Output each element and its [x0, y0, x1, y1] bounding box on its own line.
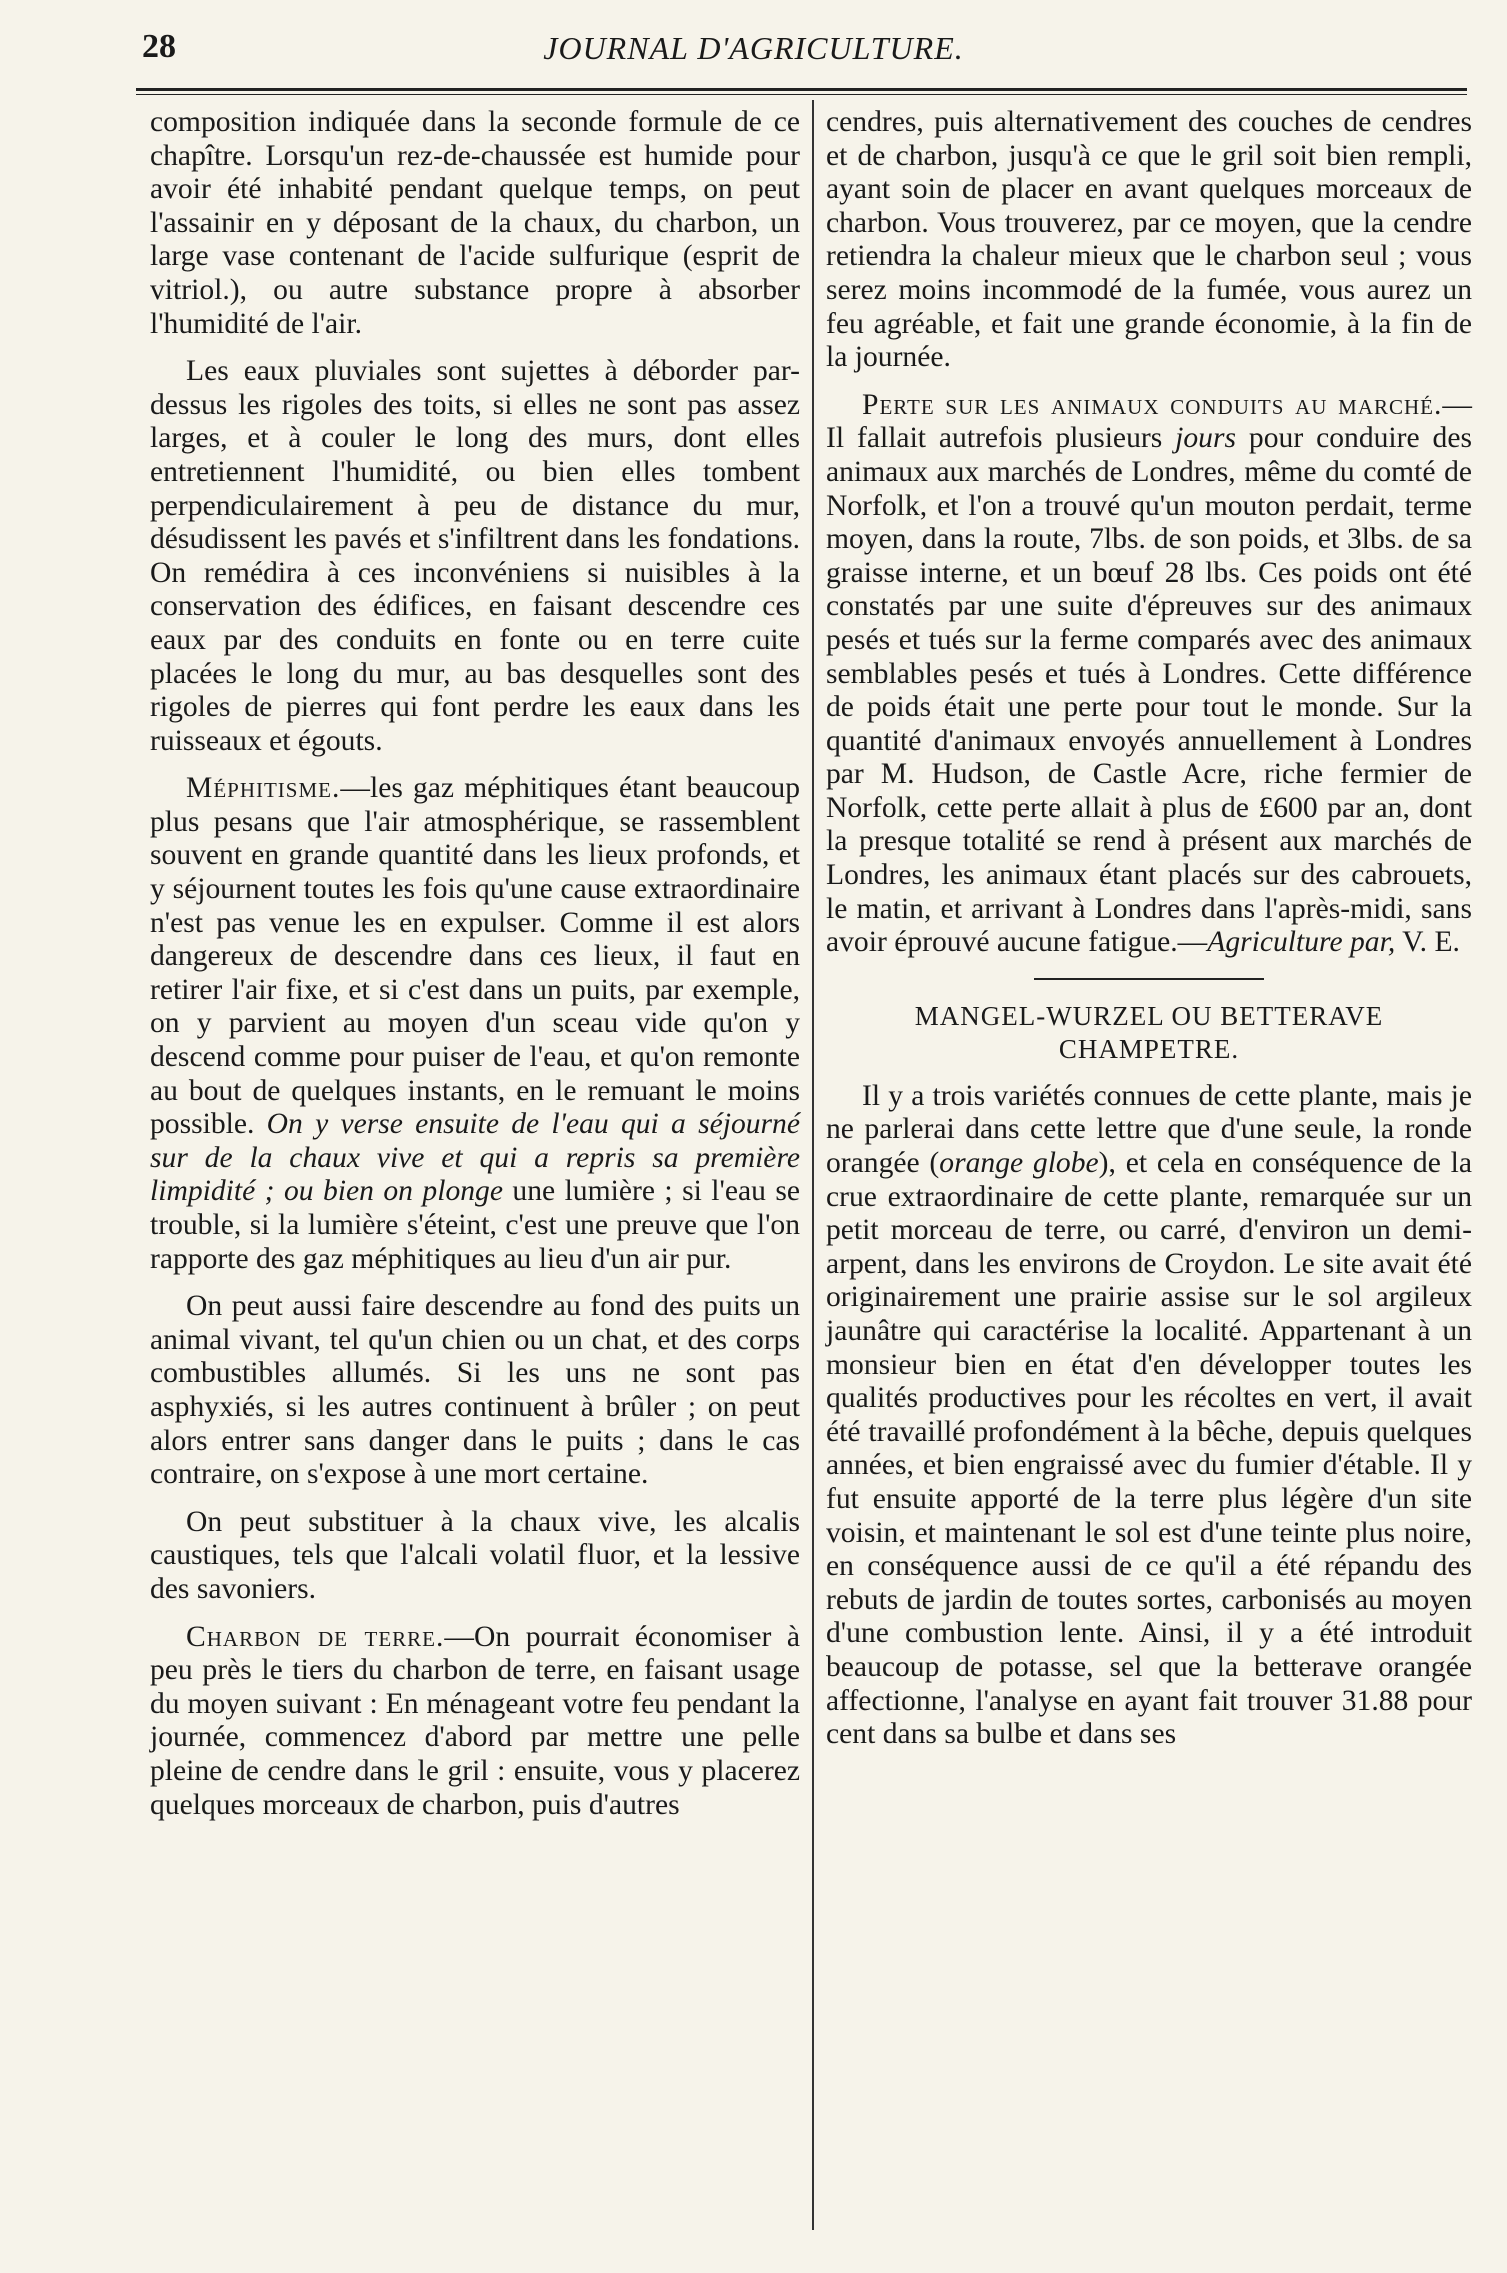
paragraph: Charbon de terre.—On pourrait économiser à peu près le tiers du charbon de terre, en faisant usage du moyen suivant : En ménageant votre feu pendant la journée, commencez d'abord par mettre une pelle pleine de cendre dans le gril : ensuite, vous y placerez quelques morceaux de charbon, puis d'autres: [150, 1620, 800, 1821]
header-rule: [136, 88, 1467, 95]
section-title: MANGEL-WURZEL OU BETTERAVE CHAMPETRE.: [914, 1000, 1384, 1064]
column-divider: [812, 100, 814, 2230]
left-column: [150, 106, 800, 1836]
paragraph: Perte sur les animaux conduits au marché.—Il fallait autrefois plusieurs jours pour conduire des animaux aux marchés de Londres, même du comté de Norfolk, et l'on a trouvé qu'un mouton perdait, terme moyen, dans la route, 7lbs. de son poids, et 3lbs. de sa graisse interne, et un bœuf 28 lbs. Ces poids ont été constatés par une suite d'épreuves sur des animaux pesés et tués sur la ferme comparés avec des animaux semblables pesés et tués à Londres. Cette différence de poids était une perte pour tout le monde. Sur la quantité d'animaux envoyés annuellement à Londres par M. Hudson, de Castle Acre, riche fermier de Norfolk, cette perte allait à plus de £600 par an, dont la presque totalité se rend à présent aux marchés de Londres, les animaux étant placés sur des cabrouets, le matin, et arrivant à Londres dans l'après-midi, sans avoir éprouvé aucune fatigue.—Agriculture par, V. E.: [826, 388, 1472, 959]
section-lead: Perte sur les animaux conduits au marché.: [862, 388, 1443, 421]
paragraph: composition indiquée dans la seconde formule de ce chapître. Lorsqu'un rez-de-chaussée est humide pour avoir été inhabité pendant quelque temps, on peut l'assainir en y déposant de la chaux, du charbon, un large vase contenant de l'acide sulfurique (esprit de vitriol.), ou autre substance propre à absorber l'humidité de l'air.: [150, 106, 800, 340]
paragraph: Les eaux pluviales sont sujettes à déborder par-dessus les rigoles des toits, si elles ne sont pas assez larges, et à couler le long des murs, dont elles entretiennent l'humidité, ou bien elles tombent perpendiculairement à peu de distance du mur, désudissent les pavés et s'infiltrent dans les fondations. On remédira à ces inconvéniens si nuisibles à la conservation des édifices, en faisant descendre ces eaux par des conduits en fonte ou en terre cuite placées le long du mur, au bas desquelles sont des rigoles de pierres qui font perdre les eaux dans les ruisseaux et égouts.: [150, 355, 800, 757]
section-lead: Méphitisme.: [186, 772, 341, 805]
section-rule: [1034, 978, 1264, 980]
paragraph: Il y a trois variétés connues de cette plante, mais je ne parlerai dans cette lettre que d'une seule, la ronde orangée (orange globe), et cela en conséquence de la crue extraordinaire de cette plante, remarquée sur un petit morceau de terre, ou carré, d'environ un demi-arpent, dans les environs de Croydon. Le site avait été originairement une prairie assise sur le sol argileux jaunâtre qui caractérise la localité. Appartenant à un monsieur bien en état d'en développer toutes les qualités productives pour les récoltes en vert, il avait été travaillé profondément à la bêche, depuis quelques années, et bien engraissé avec du fumier d'étable. Il y fut ensuite apporté de la terre plus légère d'un site voisin, et maintenant le sol est d'une teinte plus noire, en conséquence aussi de ce qu'il a été répandu des rebuts de jardin de toutes sortes, carbonisés au moyen d'une combustion lente. Ainsi, il y a été introduit beaucoup de potasse, sel que la betterave orangée affectionne, l'analyse en ayant fait trouver 31.88 pour cent dans sa bulbe et dans ses: [826, 1079, 1472, 1751]
right-column: [826, 106, 1472, 1766]
paragraph: On peut aussi faire descendre au fond des puits un animal vivant, tel qu'un chien ou un chat, et des corps combustibles allumés. Si les uns ne sont pas asphyxiés, si les autres continuent à brûler ; on peut alors entrer sans danger dans le puits ; dans le cas contraire, on s'expose à une mort certaine.: [150, 1290, 800, 1491]
source-citation: Agriculture par,: [1207, 926, 1396, 959]
running-head: JOURNAL D'AGRICULTURE.: [543, 30, 964, 66]
section-lead: Charbon de terre.: [186, 1620, 445, 1653]
page-number: 28: [142, 28, 176, 65]
signature: V. E.: [1395, 926, 1460, 959]
paragraph: Méphitisme.—les gaz méphitiques étant beaucoup plus pesans que l'air atmosphérique, se rassemblent souvent en grande quantité dans les lieux profonds, et y séjournent toutes les fois qu'une cause extraordinaire n'est pas venue les en expulser. Comme il est alors dangereux de descendre dans ces lieux, il faut en retirer l'air fixe, et si c'est dans un puits, par exemple, on y parvient au moyen d'un sceau vide qu'on y descend comme pour puiser de l'eau, et qu'on remonte au bout de quelques instants, en le remuant le moins possible. On y verse ensuite de l'eau qui a séjourné sur de la chaux vive et qui a repris sa première limpidité ; ou bien on plonge une lumière ; si l'eau se trouble, si la lumière s'éteint, c'est une preuve que l'on rapporte des gaz méphitiques au lieu d'un air pur.: [150, 772, 800, 1275]
paragraph: On peut substituer à la chaux vive, les alcalis caustiques, tels que l'alcali volatil fluor, et la lessive des savoniers.: [150, 1505, 800, 1605]
paragraph: cendres, puis alternativement des couches de cendres et de charbon, jusqu'à ce que le gril soit bien rempli, ayant soin de placer en avant quelques morceaux de charbon. Vous trouverez, par ce moyen, que la cendre retiendra la chaleur mieux que le charbon seul ; vous serez moins incommodé de la fumée, vous aurez un feu agréable, et fait une grande économie, à la fin de la journée.: [826, 106, 1472, 374]
